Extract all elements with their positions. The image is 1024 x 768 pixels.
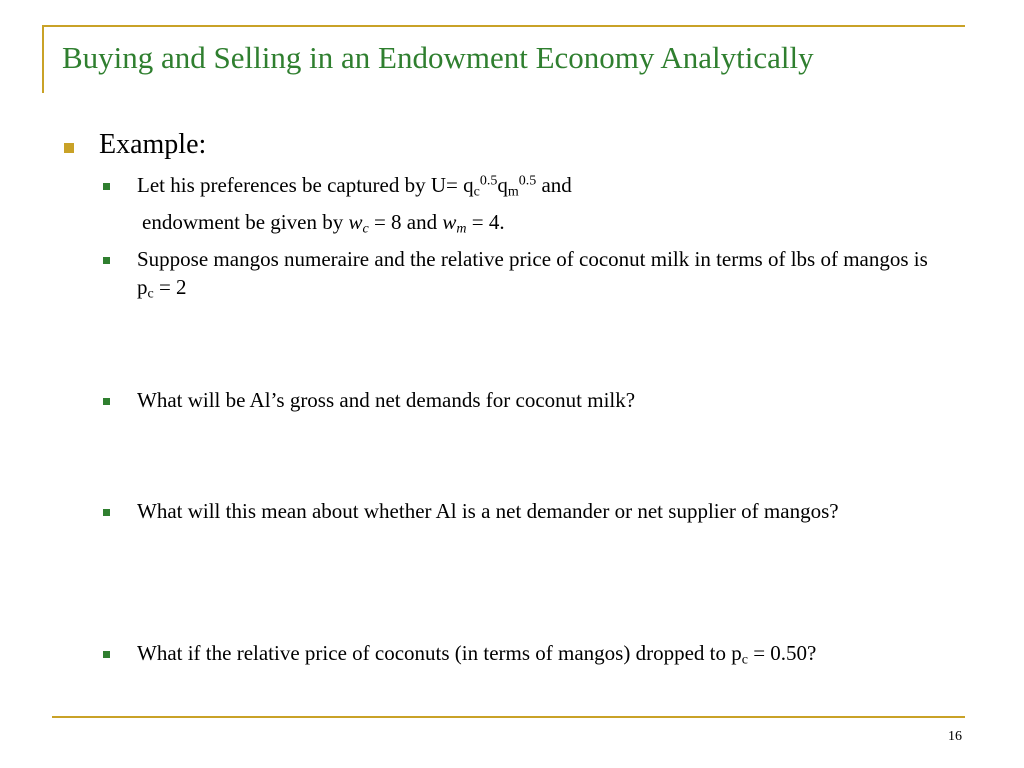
bullet-endowment: endowment be given by $w_c = 8$ and $w_m = 4$. (142, 210, 505, 237)
bullet-square-icon (64, 143, 74, 153)
title-frame-top (42, 25, 965, 27)
bullet-square-icon (103, 183, 110, 190)
bullet-square-icon (103, 651, 110, 658)
bullet-square-icon (103, 257, 110, 264)
bullet-gross-net-demands: What will be Al’s gross and net demands for coconut milk? (137, 388, 636, 412)
bullet-net-demander-supplier: What will this mean about whether Al is a net demander or net supplier of mangos? (137, 499, 839, 523)
slide-title: Buying and Selling in an Endowment Economy Analytically (62, 40, 814, 75)
bottom-rule (52, 716, 965, 718)
bullet-preferences: Let his preferences be captured by $U= q_c^{0.5}q_m^{0.5}$ and (137, 173, 572, 200)
bullet-square-icon (103, 398, 110, 405)
bullet-numeraire: Suppose mangos numeraire and the relative price of coconut milk in terms of lbs of mangos is $p_c = 2$ (137, 247, 928, 302)
bullet-square-icon (103, 509, 110, 516)
page-number: 16 (948, 729, 962, 744)
title-frame-left (42, 25, 44, 93)
example-heading: Example: (99, 129, 207, 160)
bullet-price-drop: What if the relative price of coconuts (in terms of mangos) dropped to $p_c = 0.50$? (137, 641, 817, 668)
